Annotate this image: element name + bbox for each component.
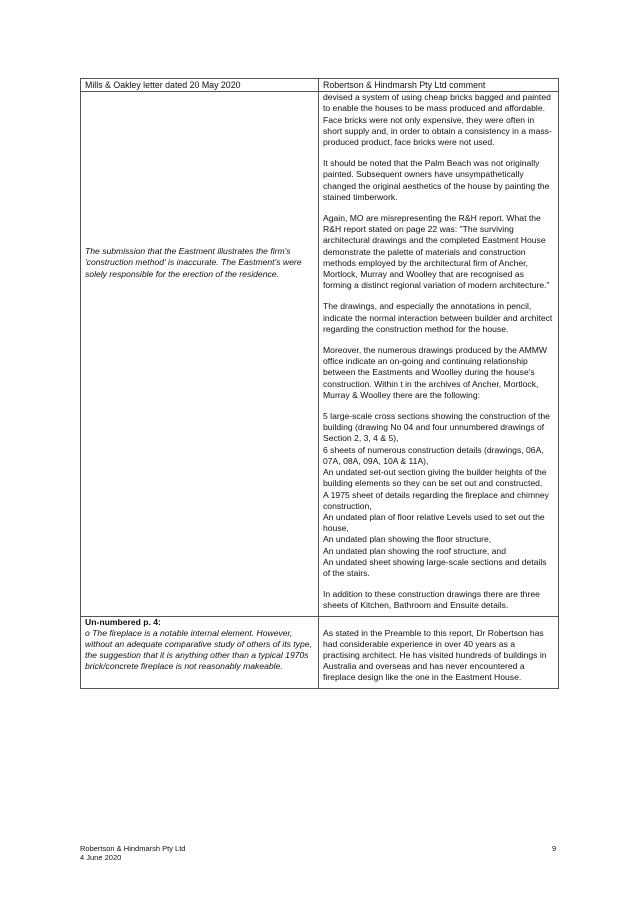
header-rh-comment: Robertson & Hindmarsh Pty Ltd comment <box>319 79 559 92</box>
left-cell <box>81 92 319 616</box>
comment-paragraph: In addition to these construction drawings there are three sheets of Kitchen, Bathroom and Ensuite details. <box>323 589 540 611</box>
comment-paragraph: devised a system of using cheap bricks bagged and painted to enable the houses to be mass produced and affordable. Face bricks were not only expensive, they were often in short supply and, in order to obtain a consistency in a mass-produced product, face bricks were not used. <box>323 92 552 148</box>
list-item: A 1975 sheet of details regarding the fireplace and chimney construction, <box>323 489 549 511</box>
drawings-list <box>323 411 554 579</box>
header-mills-oakley: Mills & Oakley letter dated 20 May 2020 <box>81 79 319 92</box>
table-row <box>81 92 559 616</box>
comment-paragraph: It should be noted that the Palm Beach was not originally painted. Subsequent owners have unsympathetically changed the original aesthetics of the house by painting the stained timberwork. <box>323 158 550 202</box>
right-cell <box>319 616 559 688</box>
comment-table <box>80 78 559 689</box>
comment-paragraph: Again, MO are misrepresenting the R&H report. What the R&H report stated on page 22 was: "The surviving architectural drawings and the completed Eastment House demonstrate the palette of materials and construction methods employed by the architectural firm of Ancher, Mortlock, Murray and Woolley that are recognised as forming a distinct regional variation of modern architecture." <box>323 213 550 291</box>
footer-date: 4 June 2020 <box>80 853 122 862</box>
comment-paragraph: The drawings, and especially the annotations in pencil, indicate the normal interaction between builder and architect regarding the construction method for the house. <box>323 301 553 334</box>
right-cell <box>319 92 559 616</box>
page-number: 9 <box>552 844 557 853</box>
comment-paragraph: Moreover, the numerous drawings produced by the AMMW office indicate an on-going and continuing relationship between the Eastments and Woolley during the house's construction. Within t in the archives of Ancher, Mortlock, Murray & Woolley there are the following: <box>323 345 548 400</box>
page-reference-heading: Un-numbered p. 4: <box>85 616 161 627</box>
list-item: An undated sheet showing large-scale sections and details of the stairs. <box>323 556 547 578</box>
list-item: An undated plan showing the roof structure, and <box>323 545 506 556</box>
list-item: An undated plan of floor relative Levels used to set out the house, <box>323 511 545 534</box>
list-item: 6 sheets of numerous construction details (drawings, 06A, 07A, 08A, 09A, 10A & 11A), <box>323 444 544 466</box>
comment-paragraph: As stated in the Preamble to this report, Dr Robertson has had considerable experience in over 40 years as a practising architect. He has visited hundreds of buildings in Australia and overseas and has never encountered a fireplace design like the one in the Eastment House. <box>323 627 547 683</box>
list-item: 5 large-scale cross sections showing the construction of the building (drawing No 04 and four unnumbered drawings of Section 2, 3, 4 & 5), <box>323 411 550 444</box>
list-item: An undated set-out section giving the builder heights of the building elements so they can be set out and constructed, <box>323 467 547 489</box>
submission-text: o The fireplace is a notable internal element. However, without an adequate comparative study of others of its type, the suggestion that it is anything other than a typical 1970s brick/concrete fireplace is not reasonably makeable. <box>85 627 312 672</box>
list-item: An undated plan showing the floor structure, <box>323 534 492 545</box>
submission-text: The submission that the Eastment illustrates the firm's 'construction method' is inaccurate. The Eastment's were solely responsible for the erection of the residence. <box>85 246 302 279</box>
table-row <box>81 616 559 688</box>
footer-company: Robertson & Hindmarsh Pty Ltd <box>80 844 186 853</box>
left-cell <box>81 616 319 688</box>
footer <box>80 844 185 862</box>
table-header-row <box>81 79 559 92</box>
